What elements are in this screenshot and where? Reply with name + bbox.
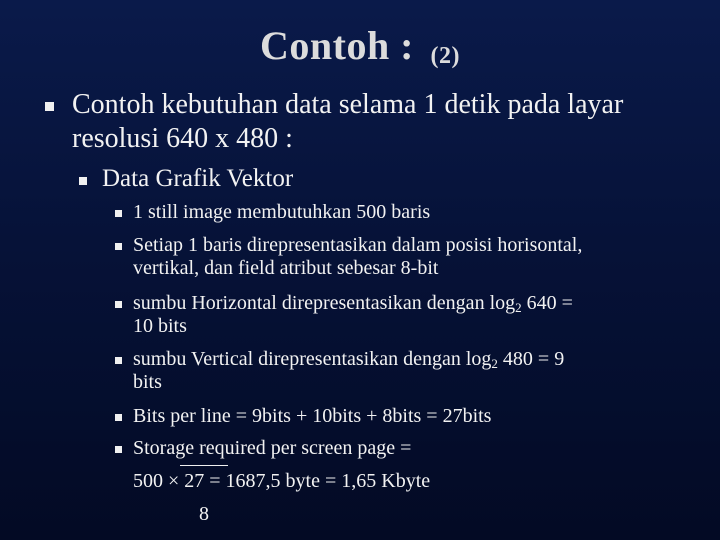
- bullet-level1: [72, 88, 672, 156]
- list-item-text: Setiap 1 baris direpresentasikan dalam posisi horisontal,: [133, 234, 583, 256]
- list-item: [133, 348, 693, 394]
- list-item-text: bits: [133, 371, 162, 393]
- list-item-text: 10 bits: [133, 315, 187, 337]
- list-item-text: 1 still image membutuhkan 500 baris: [133, 201, 431, 223]
- fraction-bar: [180, 465, 228, 466]
- list-item: [133, 292, 693, 338]
- square-bullet-icon: [115, 446, 122, 453]
- log-base: 2: [515, 300, 522, 315]
- list-item-text: Bits per line = 9bits + 10bits + 8bits = 27bits: [133, 405, 492, 427]
- bullet-level2-text: Data Grafik Vektor: [102, 165, 294, 192]
- square-bullet-icon: [115, 210, 122, 217]
- list-item-text: 480 = 9: [497, 348, 565, 370]
- bullet-level2: [102, 164, 293, 194]
- list-item-text: sumbu Horizontal direpresentasikan dengan log: [133, 292, 516, 314]
- list-item: [133, 405, 693, 428]
- formula-text: 500 × 27 = 1687,5 byte = 1,65 Kbyte: [133, 470, 431, 492]
- log-base: 2: [491, 356, 498, 371]
- formula-denominator: [199, 503, 239, 526]
- square-bullet-icon: [115, 243, 122, 250]
- list-item-text: vertikal, dan field atribut sebesar 8-bit: [133, 257, 439, 279]
- square-bullet-icon: [115, 301, 122, 308]
- list-item-text: Storage required per screen page =: [133, 437, 412, 459]
- title-main: Contoh :: [259, 23, 425, 68]
- list-item: [133, 234, 693, 280]
- list-item-text: 640 =: [521, 292, 573, 314]
- square-bullet-icon: [79, 177, 87, 185]
- list-item: [133, 201, 693, 224]
- title-subscript: (2): [430, 43, 460, 69]
- bullet-level1-text: Contoh kebutuhan data selama 1 detik pada layar resolusi 640 x 480 :: [72, 89, 624, 154]
- square-bullet-icon: [115, 357, 122, 364]
- square-bullet-icon: [115, 414, 122, 421]
- square-bullet-icon: [45, 102, 54, 111]
- formula-line: [133, 470, 693, 493]
- slide-title: [0, 22, 720, 69]
- list-item-text: sumbu Vertical direpresentasikan dengan log: [133, 348, 492, 370]
- list-item: [133, 437, 693, 460]
- denominator-text: 8: [199, 503, 209, 525]
